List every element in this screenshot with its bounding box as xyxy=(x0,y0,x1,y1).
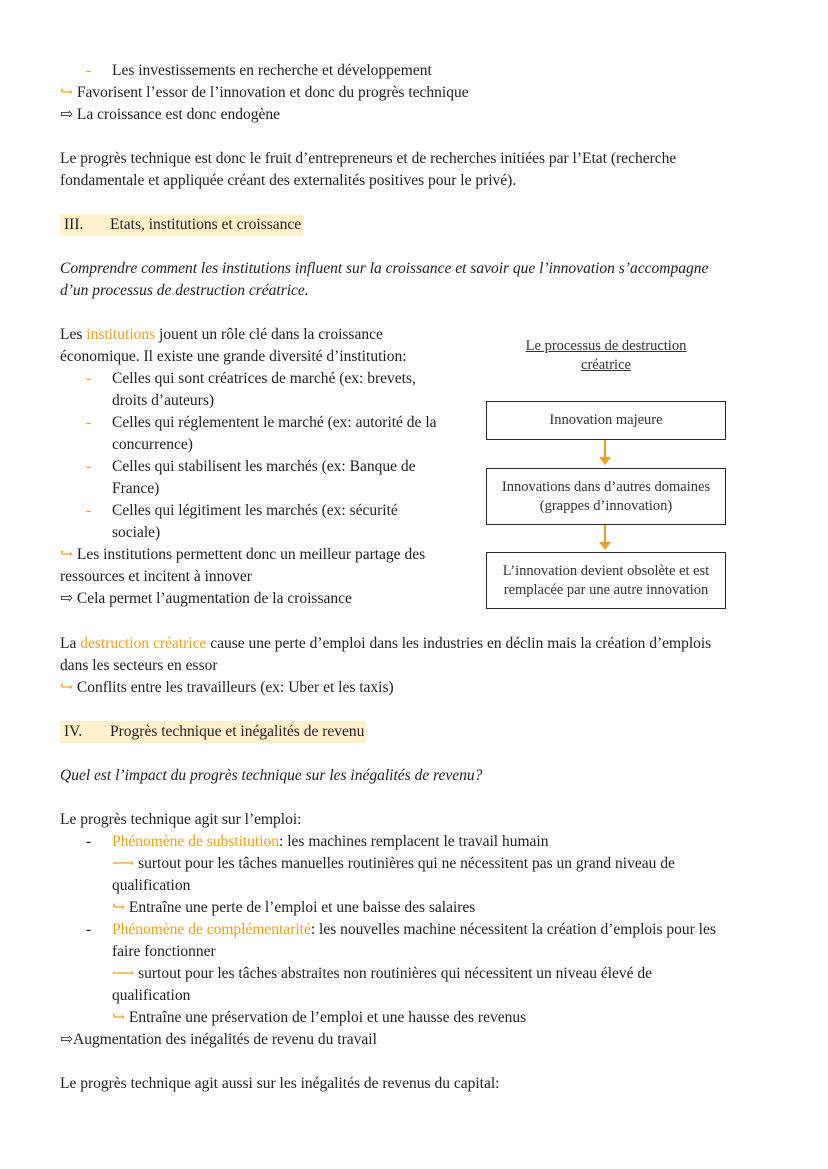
bullet-dash: - xyxy=(86,921,92,938)
box-label: remplacée par une autre innovation xyxy=(503,581,709,598)
diagram-title: créatrice xyxy=(581,357,631,373)
diagram-box-grappes xyxy=(486,468,726,525)
list-item xyxy=(86,412,437,434)
hook-arrow-icon: ↪ xyxy=(112,899,125,916)
box-label: Innovation majeure xyxy=(549,412,663,428)
list-item-complementarity xyxy=(86,919,716,941)
down-arrow-icon xyxy=(599,440,611,466)
list-item-cont: concurrence) xyxy=(112,436,193,453)
conclusion-line xyxy=(60,104,280,126)
diagram-box-obsolete xyxy=(486,552,726,609)
box-label: Innovations dans d’autres domaines xyxy=(501,478,711,495)
box-label: (grappes d’innovation) xyxy=(539,497,673,514)
section-title: Etats, institutions et croissance xyxy=(110,216,302,233)
objective-line: d’un processus de destruction créatrice. xyxy=(60,282,309,299)
conclusion-line xyxy=(60,1029,377,1051)
bullet-dash: - xyxy=(86,833,92,850)
bullet-dash: - xyxy=(86,502,92,519)
effect-text: Entraîne une préservation de l’emploi et une hausse des revenus xyxy=(128,1009,527,1026)
conclusion-arrow-icon: ⇨ xyxy=(60,1031,73,1048)
conclusion-arrow-icon: ⇨ xyxy=(60,590,73,607)
list-item-cont: France) xyxy=(112,480,160,497)
section-title: Progrès technique et inégalités de revenu xyxy=(110,723,365,740)
hook-line xyxy=(60,82,469,104)
list-item-text: : les nouvelles machine nécessitent la création d’emplois pour les xyxy=(310,921,716,938)
diagram-title: Le processus de destruction xyxy=(525,338,687,354)
list-item-cont: droits d’auteurs) xyxy=(112,392,215,409)
intro-suffix: jouent un rôle clé dans la croissance xyxy=(155,326,383,343)
hook-arrow-icon: ↪ xyxy=(60,546,73,563)
detail-text: surtout pour les tâches manuelles routinières qui ne nécessitent pas un grand niveau de xyxy=(138,855,675,872)
keyword-institutions: institutions xyxy=(86,326,156,343)
list-item-text: : les machines remplacent le travail humain xyxy=(279,833,549,850)
conclusion-line xyxy=(60,588,352,610)
conclusion-text: La croissance est donc endogène xyxy=(76,106,281,123)
long-arrow-icon: ⟶ xyxy=(112,855,135,872)
objective-line: Comprendre comment les institutions influent sur la croissance et savoir que l’innovation s’accompagne xyxy=(60,260,709,277)
capital-line: Le progrès technique agit aussi sur les inégalités de revenus du capital: xyxy=(60,1075,500,1092)
detail-line xyxy=(112,963,652,985)
section-number: III. xyxy=(64,216,84,233)
hook-text: Les institutions permettent donc un meilleur partage des xyxy=(76,546,426,563)
list-item xyxy=(86,368,416,390)
hook-line xyxy=(60,544,425,566)
detail-text: surtout pour les tâches abstraites non routinières qui nécessitent un niveau élevé de xyxy=(138,965,653,982)
conclusion-text: Cela permet l’augmentation de la croissance xyxy=(76,590,352,607)
destruction-paragraph xyxy=(60,633,711,655)
paragraph-line: fondamentale et appliquée créant des externalités positives pour le privé). xyxy=(60,172,517,189)
keyword-destruction-creatrice: destruction créatrice xyxy=(80,635,207,652)
section-heading-3 xyxy=(60,214,303,236)
section-heading-4 xyxy=(60,721,366,743)
section-number: IV. xyxy=(64,723,83,740)
hook-arrow-icon: ↪ xyxy=(60,679,73,696)
detail-line-cont: qualification xyxy=(112,987,191,1004)
bullet-rd xyxy=(86,60,432,82)
list-item-text: Celles qui sont créatrices de marché (ex: brevets, xyxy=(112,370,416,387)
keyword-complementarity: Phénomène de complémentarité xyxy=(112,921,311,938)
bullet-dash: - xyxy=(86,458,92,475)
paragraph-line: Le progrès technique est donc le fruit d’entrepreneurs et de recherches initiées par l’Etat (recherche xyxy=(60,150,677,167)
hook-arrow-icon: ↪ xyxy=(112,1009,125,1026)
effect-text: Entraîne une perte de l’emploi et une baisse des salaires xyxy=(128,899,476,916)
hook-line xyxy=(60,677,394,699)
keyword-substitution: Phénomène de substitution xyxy=(112,833,280,850)
conclusion-text: Augmentation des inégalités de revenu du travail xyxy=(73,1031,377,1048)
destruction-line: dans les secteurs en essor xyxy=(60,657,218,674)
list-item-substitution xyxy=(86,831,548,853)
effect-line xyxy=(112,1007,526,1029)
list-item-text: Celles qui légitiment les marchés (ex: sécurité xyxy=(112,502,398,519)
box-label: L’innovation devient obsolète et est xyxy=(502,562,710,579)
intro-line: économique. Il existe une grande diversité d’institution: xyxy=(60,348,407,365)
conclusion-arrow-icon: ⇨ xyxy=(60,106,73,123)
list-item-text: Celles qui réglementent le marché (ex: autorité de la xyxy=(112,414,437,431)
bullet-dash: - xyxy=(86,62,92,79)
hook-text: Favorisent l’essor de l’innovation et donc du progrès technique xyxy=(76,84,469,101)
hook-text: Conflits entre les travailleurs (ex: Uber et les taxis) xyxy=(76,679,394,696)
diagram-box-innovation-majeure xyxy=(486,401,726,440)
list-item-text: Celles qui stabilisent les marchés (ex: Banque de xyxy=(112,458,416,475)
detail-line-cont: qualification xyxy=(112,877,191,894)
hook-line-cont: ressources et incitent à innover xyxy=(60,568,252,585)
bullet-text: Les investissements en recherche et développement xyxy=(112,62,432,79)
question-line: Quel est l’impact du progrès technique sur les inégalités de revenu? xyxy=(60,767,483,784)
list-item xyxy=(86,500,398,522)
bullet-dash: - xyxy=(86,414,92,431)
employment-intro: Le progrès technique agit sur l’emploi: xyxy=(60,811,302,828)
effect-line xyxy=(112,897,475,919)
list-item xyxy=(86,456,415,478)
destruction-suffix: cause une perte d’emploi dans les industries en déclin mais la création d’emplois xyxy=(206,635,712,652)
long-arrow-icon: ⟶ xyxy=(112,965,135,982)
down-arrow-icon xyxy=(599,525,611,551)
detail-line xyxy=(112,853,675,875)
hook-arrow-icon: ↪ xyxy=(60,84,73,101)
bullet-dash: - xyxy=(86,370,92,387)
destruction-prefix: La xyxy=(60,635,81,652)
institutions-intro xyxy=(60,324,383,346)
intro-prefix: Les xyxy=(60,326,87,343)
list-item-cont: sociale) xyxy=(112,524,161,541)
list-item-cont: faire fonctionner xyxy=(112,943,216,960)
